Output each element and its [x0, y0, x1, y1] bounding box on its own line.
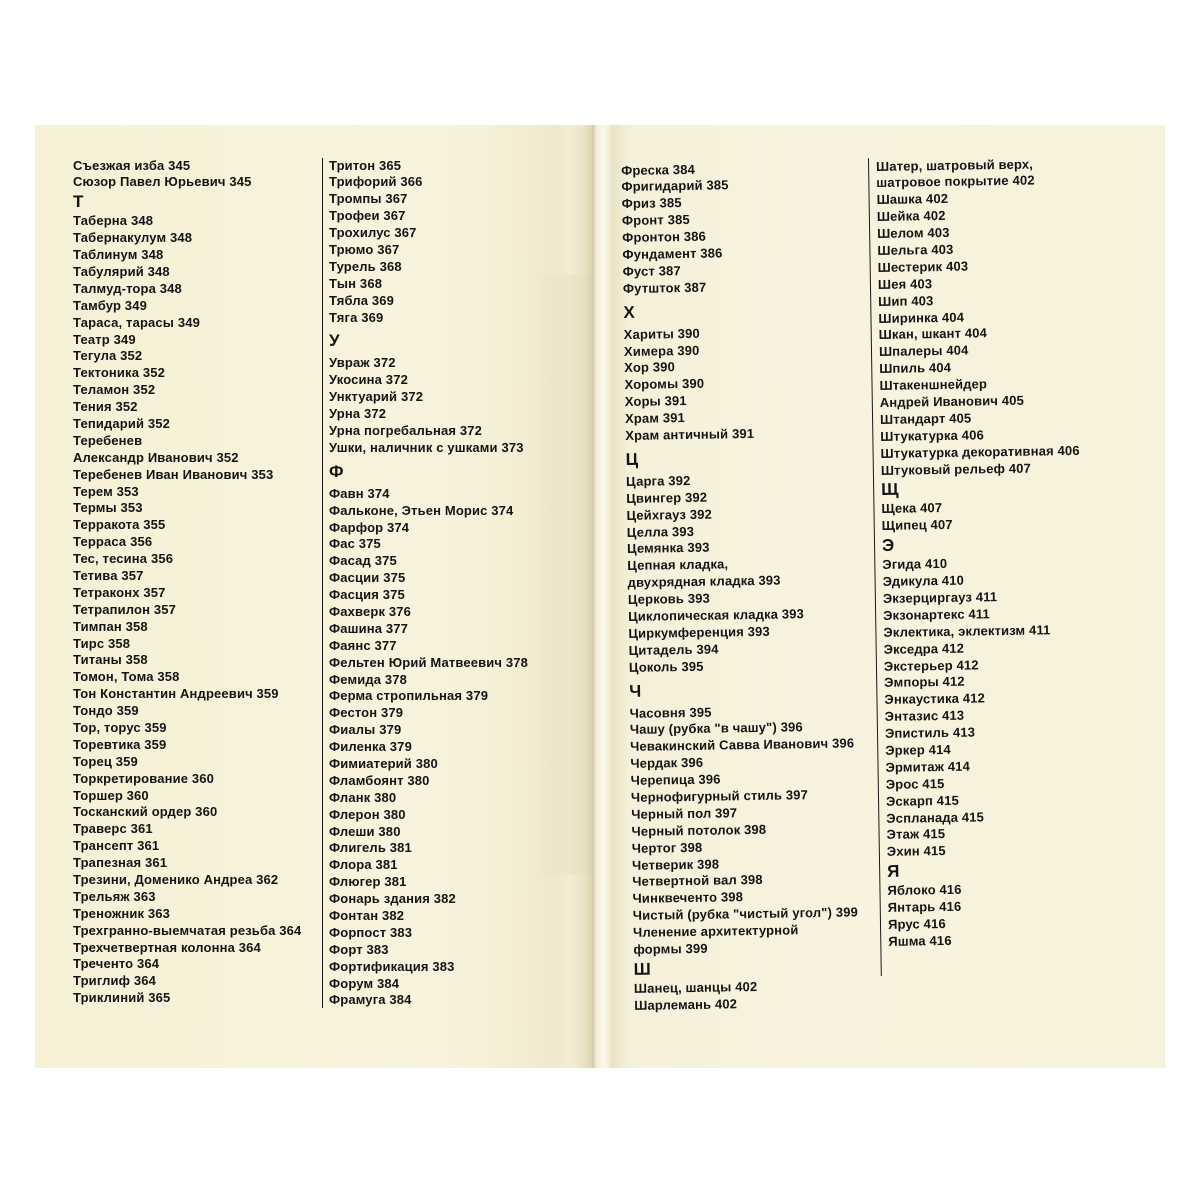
index-entry: Шкан, шкант 404	[878, 325, 988, 343]
index-entry: Фронт 385	[621, 212, 690, 229]
index-entry: Фемида 378	[329, 671, 408, 687]
index-entry: Тетива 357	[73, 567, 144, 583]
section-letter: Х	[623, 302, 635, 322]
index-entry: Членение архитектурной	[632, 922, 799, 941]
index-entry: Фуст 387	[622, 262, 681, 279]
index-entry: Этаж 415	[886, 826, 946, 843]
index-entry: Тения 352	[73, 399, 138, 415]
index-entry: Ферма стропильная 379	[329, 688, 489, 704]
index-entry: Тетрапилон 357	[73, 601, 177, 617]
index-entry: Тегула 352	[73, 348, 143, 364]
index-entry: Тябла 369	[329, 292, 395, 308]
index-entry: Форпост 383	[329, 924, 413, 940]
index-entry: Шатер, шатровый верх,	[875, 156, 1034, 174]
index-entry: Трезини, Доменико Андреа 362	[73, 872, 279, 888]
index-entry: Тетраконх 357	[73, 584, 166, 600]
index-entry: Чертог 398	[631, 839, 703, 856]
index-entry: Экстерьер 412	[883, 656, 979, 674]
index-entry: Эрмитаж 414	[885, 758, 971, 775]
index-entry: Трохилус 367	[329, 225, 417, 241]
index-entry: Шанец, шанцы 402	[633, 978, 758, 996]
index-entry: Тосканский ордер 360	[73, 804, 218, 820]
index-entry: Штуковый рельеф 407	[880, 460, 1032, 478]
index-entry: Трельяж 363	[73, 888, 156, 904]
index-entry: Флерон 380	[329, 806, 406, 822]
index-entry: Шип 403	[878, 292, 934, 309]
index-entry: Цемянка 393	[626, 540, 710, 557]
index-entry: Трапезная 361	[73, 855, 168, 871]
index-entry: Тамбур 349	[73, 297, 147, 313]
index-entry: Яблоко 416	[887, 881, 962, 899]
index-entry: Тритон 365	[329, 157, 402, 173]
index-entry: Эпистиль 413	[884, 724, 976, 742]
index-entry: Фас 375	[329, 536, 381, 552]
index-entry: Штукатурка 406	[880, 427, 985, 444]
index-entry: Четвертной вал 398	[632, 872, 763, 890]
index-entry: Янтарь 416	[887, 898, 962, 916]
index-entry: Фонтан 382	[329, 908, 405, 924]
index-entry: Теребенев	[73, 432, 143, 448]
index-entry: Цоколь 395	[628, 658, 704, 675]
index-column	[621, 159, 859, 1015]
index-entry: Тирс 358	[73, 635, 131, 651]
index-entry: Флора 381	[329, 857, 398, 873]
index-entry: Триклиний 365	[73, 990, 171, 1006]
index-entry: Храм 391	[624, 410, 686, 427]
index-entry: Торкретирование 360	[73, 770, 215, 786]
index-entry: Фреска 384	[621, 161, 696, 178]
index-entry: Съезжая изба 345	[73, 157, 191, 173]
index-entry: Таберна 348	[73, 213, 154, 229]
index-entry: Щека 407	[881, 500, 943, 517]
index-entry: Тес, тесина 356	[73, 551, 174, 567]
index-entry: Флигель 381	[329, 840, 412, 856]
index-entry: Циклопическая кладка 393	[628, 606, 805, 624]
index-entry: Ширинка 404	[878, 309, 965, 326]
index-entry: Фавн 374	[329, 485, 390, 501]
index-entry: Андрей Иванович 405	[879, 392, 1025, 410]
index-entry: Турель 368	[329, 258, 402, 274]
index-entry: Штакеншнейдер	[879, 376, 988, 394]
index-entry: Фламбоянт 380	[329, 772, 430, 788]
index-entry: Шестерик 403	[877, 258, 969, 275]
index-entry: Черный пол 397	[631, 805, 738, 822]
index-entry: Штандарт 405	[879, 410, 972, 427]
index-entry: Эскарп 415	[885, 792, 959, 809]
index-entry: Треченто 364	[73, 956, 160, 972]
index-entry: Чернофигурный стиль 397	[630, 787, 809, 805]
index-entry: Фахверк 376	[329, 603, 412, 619]
section-letter: Т	[73, 192, 84, 212]
index-entry: Черный потолок 398	[631, 821, 767, 839]
index-entry: Флеши 380	[329, 823, 401, 839]
index-entry: Трансепт 361	[73, 838, 160, 854]
index-entry: Талмуд-тора 348	[73, 280, 182, 296]
index-entry: Целла 393	[626, 523, 695, 540]
index-entry: Часовня 395	[629, 704, 712, 721]
index-entry: Цепная кладка,	[627, 556, 729, 574]
index-entry: Шашка 402	[876, 191, 949, 208]
index-entry: Энкаустика 412	[884, 690, 986, 708]
index-entry: Тон Константин Андреевич 359	[73, 686, 279, 702]
index-entry: формы 399	[633, 940, 708, 957]
index-entry: Фасции 375	[329, 570, 406, 586]
index-entry: Эклектика, эклектизм 411	[883, 622, 1051, 640]
index-entry: Укосина 372	[329, 372, 408, 388]
index-entry: Тектоника 352	[73, 365, 165, 381]
index-entry: Форум 384	[329, 975, 400, 991]
index-entry: Четверик 398	[631, 856, 720, 873]
index-entry: Цитадель 394	[628, 641, 719, 658]
section-letter: Щ	[881, 480, 899, 500]
index-entry: Терраса 356	[73, 534, 153, 550]
index-entry: Фашина 377	[329, 620, 409, 636]
index-entry: Унктуарий 372	[329, 389, 424, 405]
index-entry: Циркумференция 393	[628, 623, 770, 641]
index-entry: Увраж 372	[329, 355, 396, 371]
index-entry: Титаны 358	[73, 652, 148, 668]
index-entry: Фестон 379	[329, 705, 404, 721]
index-entry: Филенка 379	[329, 739, 412, 755]
section-letter: Я	[887, 861, 900, 882]
index-entry: Черепица 396	[630, 771, 721, 789]
section-letter: Ф	[329, 461, 344, 481]
index-entry: Театр 349	[73, 331, 136, 347]
index-entry: Хариты 390	[623, 325, 700, 342]
index-entry: Теребенев Иван Иванович 353	[73, 466, 274, 482]
section-letter: Ч	[629, 681, 642, 701]
index-entry: Треножник 363	[73, 905, 171, 921]
section-letter: Э	[881, 535, 895, 556]
index-entry: Шпиль 404	[879, 360, 952, 377]
index-entry: Эгида 410	[882, 556, 948, 573]
index-entry: Фасция 375	[329, 587, 405, 603]
section-letter: У	[329, 331, 340, 351]
index-entry: Трюмо 367	[329, 241, 400, 257]
index-entry: Яшма 416	[888, 932, 952, 949]
index-entry: Цвингер 392	[626, 489, 708, 506]
index-entry: Хоромы 390	[624, 376, 705, 393]
index-entry: Томон, Тома 358	[73, 669, 180, 685]
index-entry: Трехчетвертная колонна 364	[73, 939, 261, 955]
index-entry: Фальконе, Этьен Морис 374	[329, 502, 514, 518]
index-entry: шатровое покрытие 402	[876, 172, 1035, 191]
index-entry: Экседра 412	[883, 640, 965, 657]
index-entry: Фортификация 383	[329, 958, 455, 974]
index-entry: Экзерциргауз 411	[882, 589, 998, 606]
index-entry: Фаянс 377	[329, 637, 397, 653]
index-entry: Терем 353	[73, 483, 139, 499]
index-entry: Таблинум 348	[73, 247, 164, 263]
index-entry: Шелом 403	[877, 224, 950, 242]
index-entry: Чистый (рубка "чистый угол") 399	[632, 904, 859, 924]
index-entry: Эмпоры 412	[884, 674, 965, 691]
index-entry: Чердак 396	[630, 755, 704, 772]
index-entry: Эркер 414	[885, 741, 951, 758]
index-entry: Церковь 393	[627, 590, 711, 608]
index-entry: Трехгранно-выемчатая резьба 364	[73, 922, 302, 938]
index-entry: Энтазис 413	[884, 707, 965, 725]
index-entry: Тондо 359	[73, 703, 139, 719]
index-entry: Флюгер 381	[329, 874, 407, 890]
index-entry: Торец 359	[73, 753, 138, 769]
index-entry: Фрамуга 384	[329, 992, 412, 1008]
index-entry: Торшер 360	[73, 787, 149, 803]
index-entry: Александр Иванович 352	[73, 449, 239, 465]
index-entry: Тяга 369	[329, 309, 384, 325]
index-entry: Теламон 352	[73, 382, 156, 398]
index-entry: Тараса, тарасы 349	[73, 314, 200, 330]
index-entry: двухрядная кладка 393	[627, 572, 781, 591]
index-entry: Траверс 361	[73, 821, 153, 837]
index-entry: Тор, торус 359	[73, 720, 167, 735]
index-entry: Урна 372	[329, 406, 387, 422]
index-entry: Фронтон 386	[622, 228, 707, 246]
index-entry: Эхин 415	[886, 843, 946, 860]
index-entry: Сюзор Павел Юрьевич 345	[73, 174, 252, 190]
index-entry: Храм античный 391	[625, 425, 755, 443]
index-entry: Эспланада 415	[886, 808, 985, 826]
index-entry: Триглиф 364	[73, 973, 157, 989]
index-entry: Хоры 391	[624, 393, 687, 410]
index-entry: Ушки, наличник с ушками 373	[329, 439, 524, 455]
index-entry: Табернакулум 348	[73, 230, 193, 246]
index-entry: Фарфор 374	[329, 519, 410, 535]
section-letter: Ш	[633, 959, 651, 979]
index-entry: Щипец 407	[881, 517, 953, 534]
index-entry: Тромпы 367	[329, 191, 408, 207]
index-column	[876, 155, 1087, 950]
index-entry: Шельга 403	[877, 241, 954, 258]
index-entry: Чевакинский Савва Иванович 396	[630, 735, 855, 755]
index-entry: Тын 368	[329, 275, 383, 291]
index-entry: Трофеи 367	[329, 208, 406, 224]
index-entry: Химера 390	[623, 342, 700, 359]
index-entry: Шея 403	[877, 275, 933, 292]
index-entry: Фимиатерий 380	[329, 756, 438, 771]
index-entry: Табулярий 348	[73, 263, 170, 279]
index-entry: Фриз 385	[621, 195, 682, 212]
index-entry: Цейхгауз 392	[626, 506, 713, 523]
index-entry: Фонарь здания 382	[329, 891, 456, 907]
index-entry: Шарлемань 402	[634, 996, 738, 1013]
index-entry: Торевтика 359	[73, 736, 167, 752]
index-entry: Трифорий 366	[329, 174, 423, 190]
index-entry: Чашу (рубка "в чашу") 396	[629, 719, 803, 738]
section-letter: Ц	[625, 449, 639, 469]
index-entry: Урна погребальная 372	[329, 422, 483, 438]
index-entry: Экзонартекс 411	[883, 606, 990, 623]
index-entry: Шпалеры 404	[878, 342, 969, 360]
index-entry: Ярус 416	[887, 916, 946, 932]
index-entry: Хор 390	[624, 359, 676, 376]
index-entry: Тепидарий 352	[73, 415, 171, 431]
index-entry: Фланк 380	[329, 789, 397, 805]
index-entry: Чинквеченто 398	[632, 889, 744, 907]
index-entry: Терракота 355	[73, 517, 166, 533]
index-entry: Фасад 375	[329, 553, 397, 569]
index-entry: Фригидарий 385	[621, 177, 729, 195]
index-entry: Шейка 402	[876, 208, 946, 225]
index-entry: Форт 383	[329, 941, 389, 957]
index-entry: Эдикула 410	[882, 572, 965, 590]
index-entry: Царга 392	[625, 472, 691, 489]
index-entry: Фундамент 386	[622, 245, 723, 262]
index-entry: Термы 353	[73, 500, 143, 516]
index-entry: Эрос 415	[885, 775, 945, 792]
index-entry: Фиалы 379	[329, 722, 402, 738]
index-entry: Штукатурка декоративная 406	[880, 442, 1080, 461]
index-entry: Фельтен Юрий Матвеевич 378	[329, 654, 529, 670]
index-entry: Тимпан 358	[73, 618, 148, 634]
index-entry: Футшток 387	[622, 279, 707, 296]
